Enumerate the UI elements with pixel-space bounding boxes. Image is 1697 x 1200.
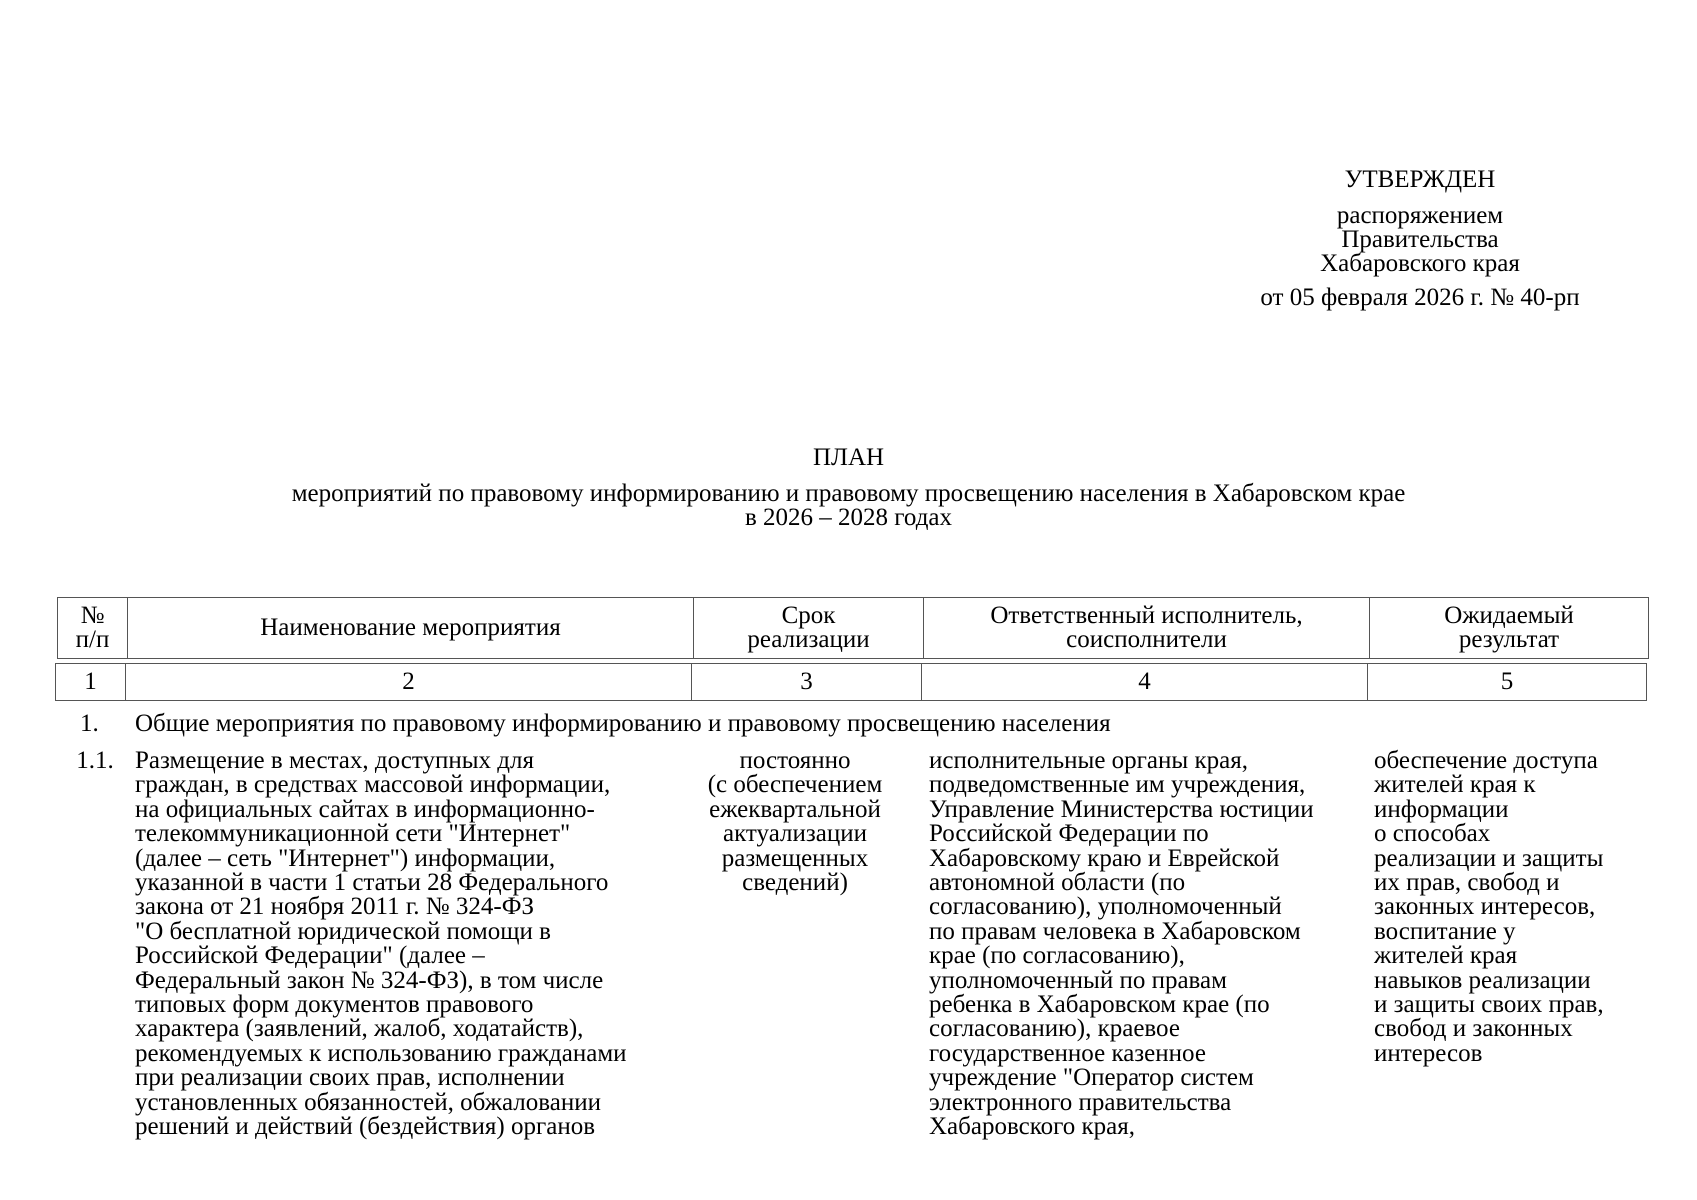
row-term-cell (689, 749, 901, 895)
row-executor-line: крае (по согласованию), (929, 942, 1185, 970)
row-name-line: на официальных сайтах в информационно- (135, 795, 595, 823)
approval-line-1: распоряжением (1336, 202, 1504, 229)
approval-date: от 05 февраля 2026 г. № 40-рп (1260, 284, 1580, 311)
row-term-line: размещенных (721, 844, 869, 872)
column-number-2: 2 (126, 664, 692, 701)
row-executor-line: электронного правительства (929, 1088, 1232, 1116)
row-result-line: жителей края к (1374, 771, 1536, 799)
row-name-line: рекомендуемых к использованию гражданами (135, 1039, 627, 1067)
row-executor-line: автономной области (по (929, 869, 1186, 897)
header-executor (924, 598, 1370, 659)
row-name-line: телекоммуникационной сети "Интернет" (135, 820, 571, 848)
column-number-row (55, 663, 1647, 701)
row-name-line: установленных обязанностей, обжаловании (135, 1088, 601, 1116)
row-executor-line: Российской Федерации по (929, 820, 1209, 848)
row-name-cell (135, 749, 745, 1140)
row-name-line: Размещение в местах, доступных для (135, 747, 534, 774)
row-executor-line: согласованию), уполномоченный (929, 893, 1282, 921)
plan-heading (60, 446, 1637, 530)
row-term-line: сведений) (742, 869, 848, 897)
row-result-line: воспитание у (1374, 917, 1516, 945)
row-executor-line: исполнительные органы края, (929, 747, 1248, 774)
row-name-line: типовых форм документов правового (135, 991, 534, 1019)
column-number-3: 3 (692, 664, 922, 701)
header-number-line-1: № (80, 602, 105, 629)
row-executor-line: Управление Министерства юстиции (929, 795, 1314, 823)
header-number-line-2: п/п (75, 626, 110, 653)
row-executor-cell (929, 749, 1379, 1140)
row-executor-line: согласованию), краевое (929, 1015, 1180, 1043)
row-name-line: граждан, в средствах массовой информации, (135, 771, 611, 799)
header-executor-line-1: Ответственный исполнитель, (990, 602, 1303, 629)
approval-line-3: Хабаровского края (1320, 250, 1520, 277)
row-executor-line: ребенка в Хабаровском крае (по (929, 991, 1270, 1019)
header-executor-line-2: соисполнители (1066, 626, 1227, 653)
row-name-line: "О бесплатной юридической помощи в (135, 917, 551, 945)
row-term-line: постоянно (739, 747, 851, 774)
row-name-line: Федеральный закон № 324-ФЗ), в том числе (135, 966, 604, 994)
row-executor-line: учреждение "Оператор систем (929, 1064, 1254, 1092)
column-number-4: 4 (922, 664, 1368, 701)
row-name-line: указанной в части 1 статьи 28 Федерального (135, 869, 609, 897)
column-number-1: 1 (56, 664, 126, 701)
header-result-line-2: результат (1458, 626, 1560, 653)
row-result-line: реализации и защиты (1374, 844, 1604, 872)
approval-block (1190, 168, 1650, 310)
row-result-line: свобод и законных (1374, 1015, 1573, 1043)
row-result-line: обеспечение доступа (1374, 747, 1598, 774)
header-term-line-1: Срок (781, 602, 836, 629)
row-result-line: информации (1374, 795, 1509, 823)
row-name-line: закона от 21 ноября 2011 г. № 324-ФЗ (135, 893, 534, 921)
row-name-line: Российской Федерации" (далее – (135, 942, 485, 970)
row-executor-line: уполномоченный по правам (929, 966, 1227, 994)
approval-title: УТВЕРЖДЕН (1344, 166, 1496, 193)
section-number: 1. (80, 710, 99, 737)
row-name-line: решений и действий (бездействия) органов (135, 1113, 596, 1141)
row-result-line: их прав, свобод и (1374, 869, 1560, 897)
row-executor-line: государственное казенное (929, 1039, 1206, 1067)
section-title: Общие мероприятия по правовому информированию и правовому просвещению населения (135, 710, 1111, 737)
row-result-line: интересов (1374, 1039, 1483, 1067)
header-result (1370, 598, 1649, 659)
row-result-line: законных интересов, (1374, 893, 1596, 921)
row-result-line: о способах (1374, 820, 1491, 848)
header-term-line-2: реализации (747, 626, 870, 653)
row-executor-line: подведомственные им учреждения, (929, 771, 1306, 799)
header-term (694, 598, 924, 659)
row-result-line: жителей края (1374, 942, 1518, 970)
plan-title: ПЛАН (812, 444, 885, 471)
row-number: 1.1. (76, 747, 114, 774)
row-executor-line: Хабаровского края, (929, 1113, 1135, 1141)
row-name-line: характера (заявлений, жалоб, ходатайств), (135, 1015, 584, 1043)
row-result-cell (1374, 749, 1674, 1066)
table-header (57, 597, 1649, 659)
row-term-line: актуализации (723, 820, 867, 848)
row-executor-line: по правам человека в Хабаровском (929, 917, 1301, 945)
approval-line-2: Правительства (1341, 226, 1499, 253)
header-name-line-1: Наименование мероприятия (260, 614, 561, 641)
header-result-line-1: Ожидаемый (1444, 602, 1574, 629)
plan-subtitle-line-1: мероприятий по правовому информированию и правовому просвещению населения в Хабаровском крае (291, 480, 1406, 507)
row-result-line: и защиты своих прав, (1374, 991, 1604, 1019)
row-term-line: ежеквартальной (709, 795, 881, 823)
row-term-line: (с обеспечением (707, 771, 883, 799)
row-executor-line: Хабаровскому краю и Еврейской (929, 844, 1280, 872)
row-name-line: при реализации своих прав, исполнении (135, 1064, 565, 1092)
header-name (128, 598, 694, 659)
row-result-line: навыков реализации (1374, 966, 1591, 994)
header-number (58, 598, 128, 659)
row-name-line: (далее – сеть "Интернет") информации, (135, 844, 556, 872)
plan-subtitle-line-2: в 2026 – 2028 годах (744, 504, 953, 531)
column-number-5: 5 (1368, 664, 1647, 701)
